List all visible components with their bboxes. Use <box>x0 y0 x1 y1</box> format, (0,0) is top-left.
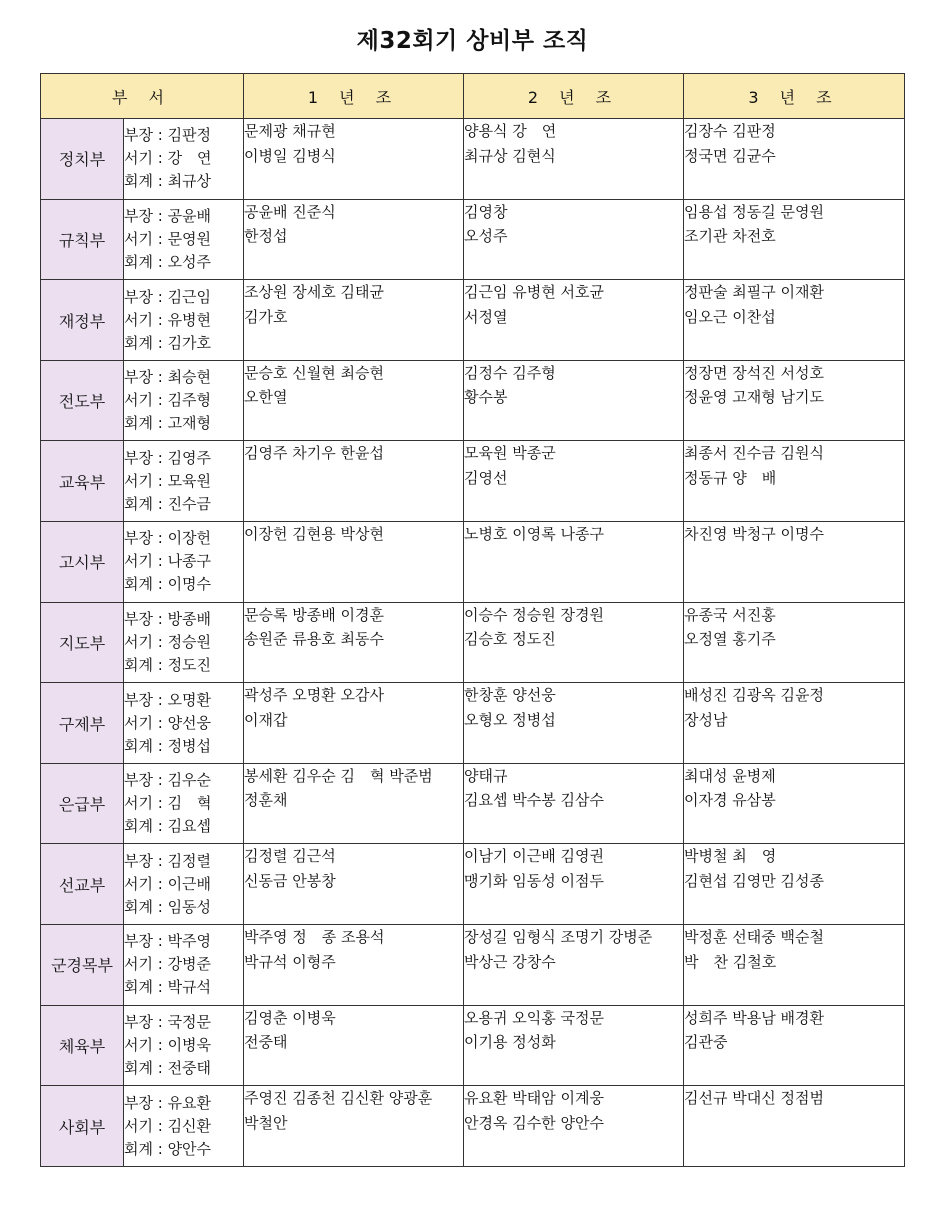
dept-name: 구제부 <box>41 683 124 764</box>
year1-members: 공윤배 진준식 한정섭 <box>244 199 464 280</box>
year2-members: 양태규 김요셉 박수봉 김삼수 <box>464 763 684 844</box>
year2-members: 오용귀 오익홍 국정문 이기용 정성화 <box>464 1005 684 1086</box>
table-row <box>41 119 905 200</box>
dept-name: 군경목부 <box>41 925 124 1006</box>
year3-members: 박정훈 선태중 백순철 박 찬 김철호 <box>684 925 905 1006</box>
officers-cell: 부장 : 오명환 서기 : 양선웅 회계 : 정병섭 <box>124 683 244 764</box>
year2-members: 양용식 강 연 최규상 김현식 <box>464 119 684 200</box>
year2-members: 모육원 박종군 김영선 <box>464 441 684 522</box>
year3-members: 유종국 서진홍 오정열 홍기주 <box>684 602 905 683</box>
year2-members: 유요환 박태암 이계웅 안경옥 김수한 양안수 <box>464 1086 684 1167</box>
organization-table <box>40 73 905 1167</box>
header-row <box>41 74 905 119</box>
header-year1: 1 년 조 <box>244 74 464 119</box>
table-row <box>41 360 905 441</box>
table-row <box>41 683 905 764</box>
year2-members: 한창훈 양선웅 오형오 정병섭 <box>464 683 684 764</box>
dept-name: 정치부 <box>41 119 124 200</box>
officers-cell: 부장 : 국정문 서기 : 이병욱 회계 : 전중태 <box>124 1005 244 1086</box>
table-row <box>41 199 905 280</box>
year3-members: 임용섭 정동길 문영원 조기관 차전호 <box>684 199 905 280</box>
table-row <box>41 602 905 683</box>
year1-members: 조상원 장세호 김태균 김가호 <box>244 280 464 361</box>
table-row <box>41 522 905 603</box>
officers-cell: 부장 : 최승현 서기 : 김주형 회계 : 고재형 <box>124 360 244 441</box>
year3-members: 최종서 진수금 김원식 정동규 양 배 <box>684 441 905 522</box>
year1-members: 곽성주 오명환 오감사 이재갑 <box>244 683 464 764</box>
table-row <box>41 441 905 522</box>
table-row <box>41 280 905 361</box>
dept-name: 사회부 <box>41 1086 124 1167</box>
year3-members: 최대성 윤병제 이자경 유삼봉 <box>684 763 905 844</box>
officers-cell: 부장 : 유요환 서기 : 김신환 회계 : 양안수 <box>124 1086 244 1167</box>
dept-name: 규칙부 <box>41 199 124 280</box>
year3-members: 정장면 장석진 서성호 정윤영 고재형 남기도 <box>684 360 905 441</box>
year1-members: 김영춘 이병욱 전중태 <box>244 1005 464 1086</box>
year1-members: 주영진 김종천 김신환 양광훈 박철안 <box>244 1086 464 1167</box>
dept-name: 재정부 <box>41 280 124 361</box>
year2-members: 김정수 김주형 황수봉 <box>464 360 684 441</box>
officers-cell: 부장 : 방종배 서기 : 정승원 회계 : 정도진 <box>124 602 244 683</box>
year3-members: 정판술 최필구 이재환 임오근 이찬섭 <box>684 280 905 361</box>
year1-members: 박주영 정 종 조용석 박규석 이형주 <box>244 925 464 1006</box>
year1-members: 김영주 차기우 한윤섭 <box>244 441 464 522</box>
year1-members: 문승록 방종배 이경훈 송원준 류용호 최동수 <box>244 602 464 683</box>
officers-cell: 부장 : 김정렬 서기 : 이근배 회계 : 임동성 <box>124 844 244 925</box>
dept-name: 지도부 <box>41 602 124 683</box>
year3-members: 박병철 최 영 김현섭 김영만 김성종 <box>684 844 905 925</box>
year2-members: 김영창 오성주 <box>464 199 684 280</box>
officers-cell: 부장 : 이장헌 서기 : 나종구 회계 : 이명수 <box>124 522 244 603</box>
header-dept: 부 서 <box>41 74 244 119</box>
officers-cell: 부장 : 김우순 서기 : 김 혁 회계 : 김요셉 <box>124 763 244 844</box>
table-row <box>41 1086 905 1167</box>
page-title: 제32회기 상비부 조직 <box>356 28 589 54</box>
officers-cell: 부장 : 공윤배 서기 : 문영원 회계 : 오성주 <box>124 199 244 280</box>
year1-members: 문제광 채규현 이병일 김병식 <box>244 119 464 200</box>
officers-cell: 부장 : 김영주 서기 : 모육원 회계 : 진수금 <box>124 441 244 522</box>
officers-cell: 부장 : 김판정 서기 : 강 연 회계 : 최규상 <box>124 119 244 200</box>
year2-members: 노병호 이영록 나종구 <box>464 522 684 603</box>
dept-name: 고시부 <box>41 522 124 603</box>
dept-name: 전도부 <box>41 360 124 441</box>
officers-cell: 부장 : 김근임 서기 : 유병현 회계 : 김가호 <box>124 280 244 361</box>
year1-members: 이장헌 김현용 박상현 <box>244 522 464 603</box>
year3-members: 김장수 김판정 정국면 김균수 <box>684 119 905 200</box>
year2-members: 김근임 유병현 서호균 서정열 <box>464 280 684 361</box>
table-row <box>41 1005 905 1086</box>
table-row <box>41 844 905 925</box>
year2-members: 이승수 정승원 장경원 김승호 정도진 <box>464 602 684 683</box>
year2-members: 이남기 이근배 김영권 맹기화 임동성 이점두 <box>464 844 684 925</box>
dept-name: 체육부 <box>41 1005 124 1086</box>
year1-members: 봉세환 김우순 김 혁 박준범 정훈채 <box>244 763 464 844</box>
year2-members: 장성길 임형식 조명기 강병준 박상근 강창수 <box>464 925 684 1006</box>
dept-name: 교육부 <box>41 441 124 522</box>
header-year2: 2 년 조 <box>464 74 684 119</box>
header-year3: 3 년 조 <box>684 74 905 119</box>
year3-members: 성희주 박용남 배경환 김관중 <box>684 1005 905 1086</box>
table-row <box>41 763 905 844</box>
year1-members: 문승호 신월현 최승현 오한열 <box>244 360 464 441</box>
table-row <box>41 925 905 1006</box>
year3-members: 배성진 김광옥 김윤정 장성남 <box>684 683 905 764</box>
dept-name: 은급부 <box>41 763 124 844</box>
year1-members: 김정렬 김근석 신동금 안봉창 <box>244 844 464 925</box>
year3-members: 차진영 박청구 이명수 <box>684 522 905 603</box>
year3-members: 김선규 박대신 정점범 <box>684 1086 905 1167</box>
dept-name: 선교부 <box>41 844 124 925</box>
officers-cell: 부장 : 박주영 서기 : 강병준 회계 : 박규석 <box>124 925 244 1006</box>
